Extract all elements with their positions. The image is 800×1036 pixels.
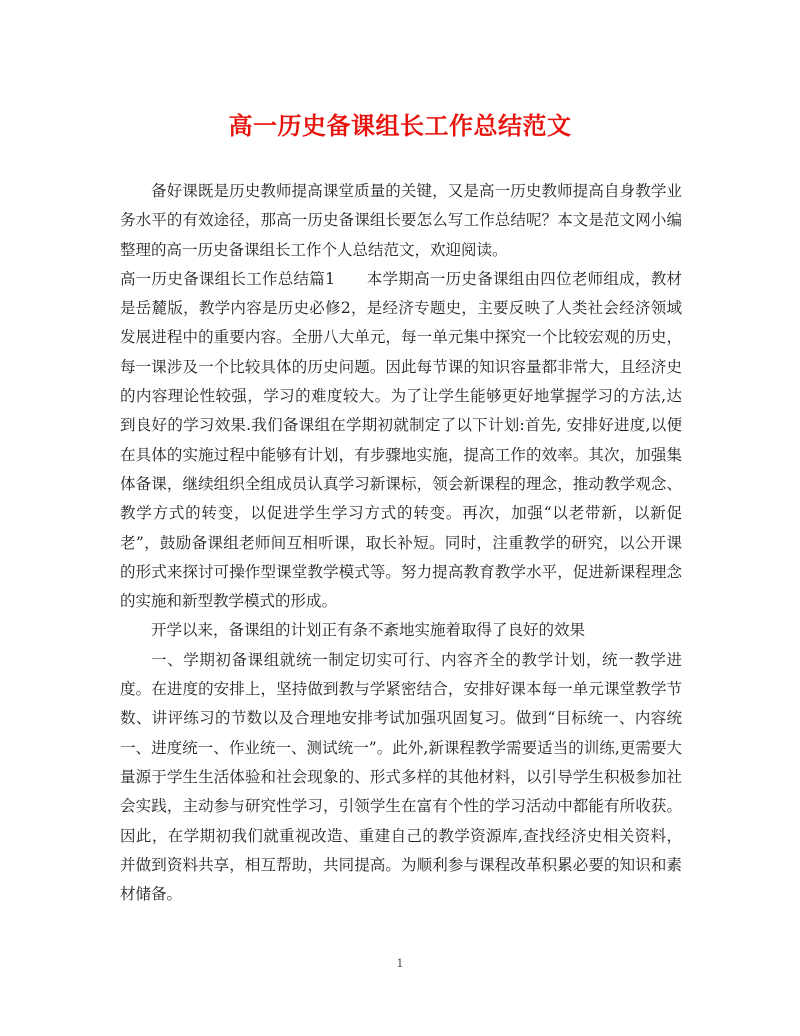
summary-paragraph-1: 高一历史备课组长工作总结篇1 本学期高一历史备课组由四位老师组成，教材是岳麓版，教学内容是历史必修2，是经济专题史，主要反映了人类社会经济领域发展进程中的重要内容。全册八大单元，每一单元集中探究一个比较宏观的历史，每一课涉及一个比较具体的历史问题。因此每节课的知识容量都非常大，且经济史的内容理论性较强，学习的难度较大。为了让学生能够更好地掌握学习的方法,达到良好的学习效果.我们备课组在学期初就制定了以下计划:首先, 安排好进度,以便在具体的实施过程中能够有计划，有步骤地实施，提高工作的效率。其次，加强集体备课，继续组织全组成员认真学习新课标，领会新课程的理念，推动教学观念、教学方式的转变，以促进学生学习方式的转变。再次，加强“以老带新，以新促老”，鼓励备课组老师间互相听课，取长补短。同时，注重教学的研究，以公开课的形式来探讨可操作型课堂教学模式等。努力提高教育教学水平，促进新课程理念的实施和新型教学模式的形成。 [120,269,682,611]
intro-paragraph: 备好课既是历史教师提高课堂质量的关键，又是高一历史教师提高自身教学业务水平的有效途径，那高一历史备课组长要怎么写工作总结呢？本文是范文网小编整理的高一历史备课组长工作个人总结范文，欢迎阅读。 [120,182,682,259]
document-title: 高一历史备课组长工作总结范文 [228,111,572,140]
section-one-paragraph: 一、学期初备课组就统一制定切实可行、内容齐全的教学计划，统一教学进度。在进度的安排上，坚持做到教与学紧密结合，安排好课本每一单元课堂教学节数、讲评练习的节数以及合理地安排考试加强巩固复习。做到“目标统一、内容统一、进度统一、作业统一、测试统一”。此外,新课程教学需要适当的训练,更需要大量源于学生生活体验和社会现象的、形式多样的其他材料，以引导学生积极参加社会实践，主动参与研究性学习，引领学生在富有个性的学习活动中都能有所收获。因此，在学期初我们就重视改造、重建自己的教学资源库,查找经济史相关资料，并做到资料共享，相互帮助，共同提高。为顺利参与课程改革积累必要的知识和素材储备。 [120,650,682,904]
document-body [120,177,682,909]
page-number: 1 [396,957,404,970]
progress-paragraph: 开学以来，备课组的计划正有条不紊地实施着取得了良好的效果 [151,621,586,640]
